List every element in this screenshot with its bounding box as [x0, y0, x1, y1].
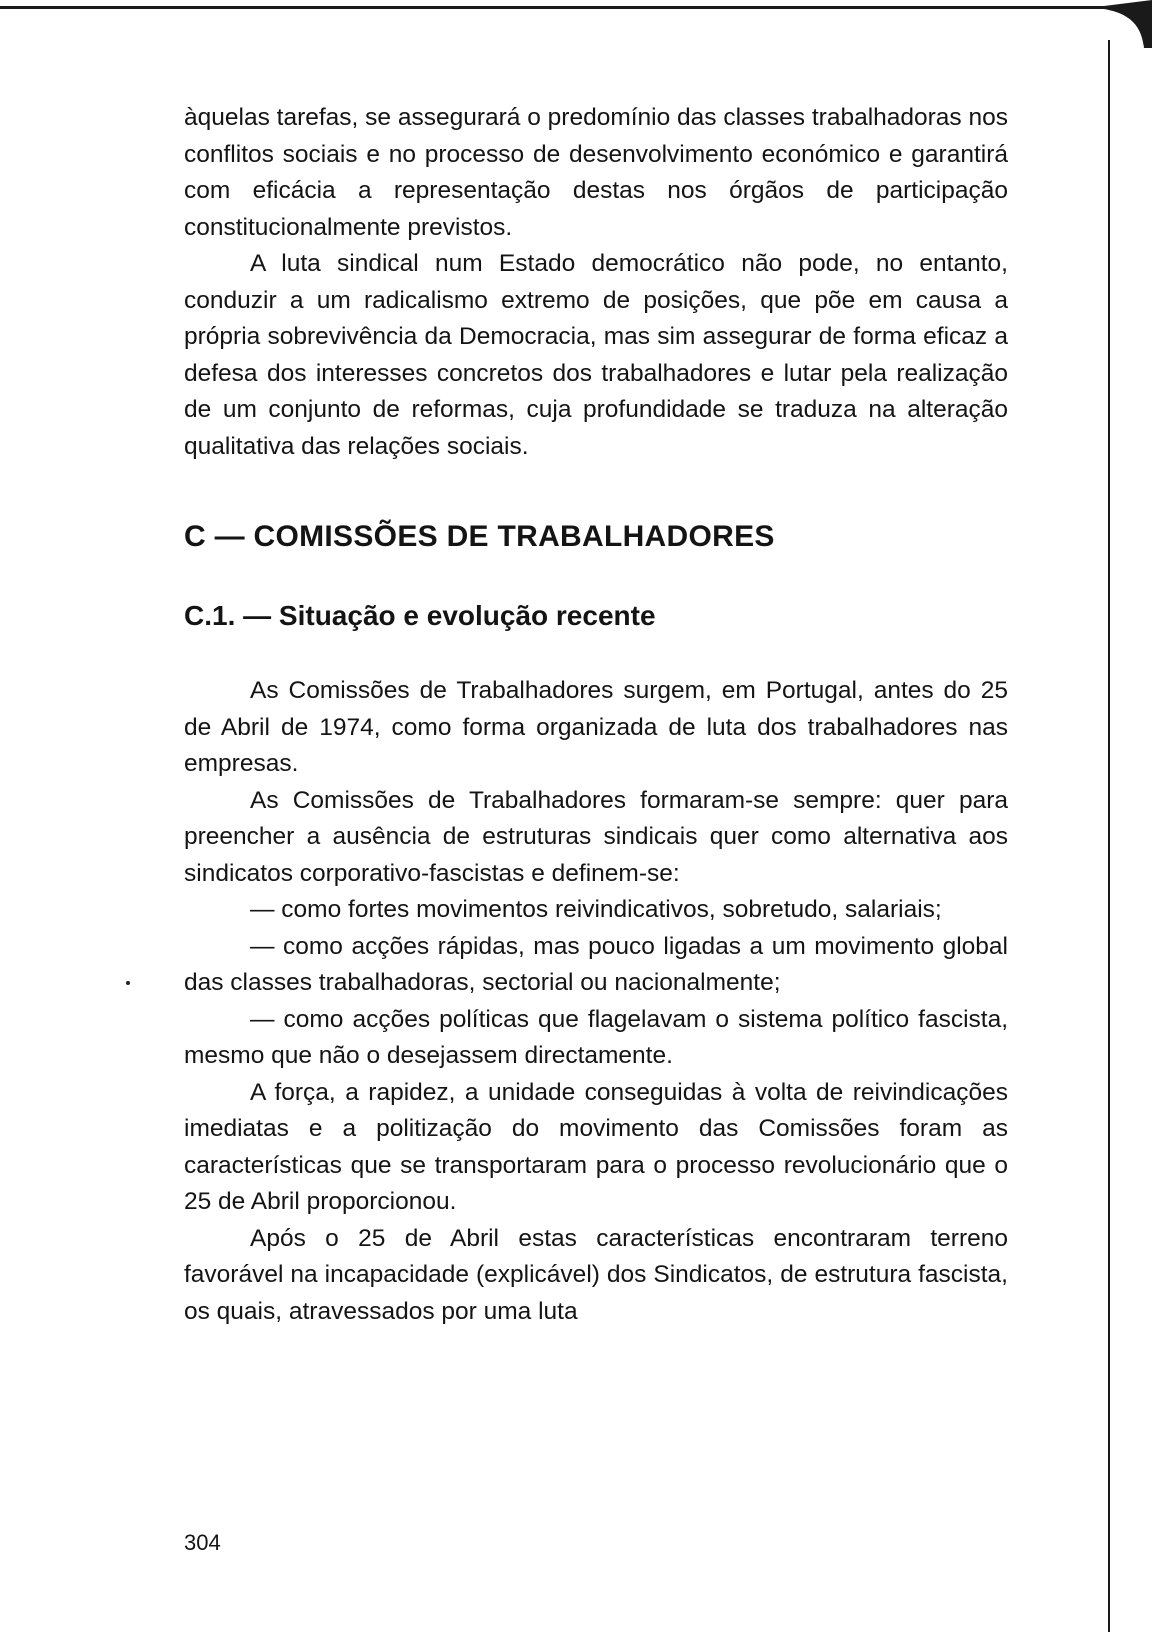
- paragraph-formacao: As Comissões de Trabalhadores formaram-se sempre: quer para preencher a ausência de estruturas sindicais quer como alternativa aos sindicatos corporativo-fascistas e definem-se:: [184, 786, 1008, 887]
- paragraph-forca: A força, a rapidez, a unidade conseguidas à volta de reivindicações imediatas e a politização do movimento das Comissões foram as características que se transportaram para o processo revolucionário que o 25 de Abril proporcionou.: [184, 1078, 1008, 1215]
- section-heading: C — COMISSÕES DE TRABALHADORES: [184, 520, 775, 553]
- subsection-heading: C.1. — Situação e evolução recente: [184, 600, 656, 631]
- scan-corner-mark: [1104, 0, 1152, 48]
- list-item-reivindicativos: — como fortes movimentos reivindicativos, sobretudo, salariais;: [250, 896, 942, 923]
- list-item-accoes-politicas: — como acções políticas que flagelavam o sistema político fascista, mesmo que não o desejassem directamente.: [184, 1005, 1008, 1069]
- scan-border-top: [0, 6, 1110, 9]
- paragraph-origem: As Comissões de Trabalhadores surgem, em Portugal, antes do 25 de Abril de 1974, como forma organizada de luta dos trabalhadores nas empresas.: [184, 677, 1008, 777]
- page-number: 304: [184, 1530, 221, 1555]
- paragraph-luta-sindical: A luta sindical num Estado democrático não pode, no entanto, conduzir a um radicalismo extremo de posições, que põe em causa a própria sobrevivência da Democracia, mas sim assegurar de forma eficaz a defesa dos interesses concretos dos trabalhadores e lutar pela realização de um conjunto de reformas, cuja profundidade se traduza na alteração qualitativa das relações sociais.: [184, 250, 1008, 460]
- paragraph-continuation: àquelas tarefas, se assegurará o predomínio das classes trabalhadoras nos conflitos sociais e no processo de desenvolvimento económico e garantirá com eficácia a representação destas nos órgãos de participação constitucionalmente previstos.: [184, 104, 1008, 241]
- book-spine-edge: [1108, 40, 1110, 1632]
- scan-speck: [126, 981, 130, 985]
- paragraph-apos-abril: Após o 25 de Abril estas características encontraram terreno favorável na incapacidade (explicável) dos Sindicatos, de estrutura fascista, os quais, atravessados por uma luta: [184, 1224, 1008, 1325]
- spacer: [184, 635, 1008, 673]
- list-item-accoes-rapidas: — como acções rápidas, mas pouco ligadas a um movimento global das classes trabalhadoras, sectorial ou nacionalmente;: [184, 932, 1008, 996]
- page-body: [184, 100, 1008, 1330]
